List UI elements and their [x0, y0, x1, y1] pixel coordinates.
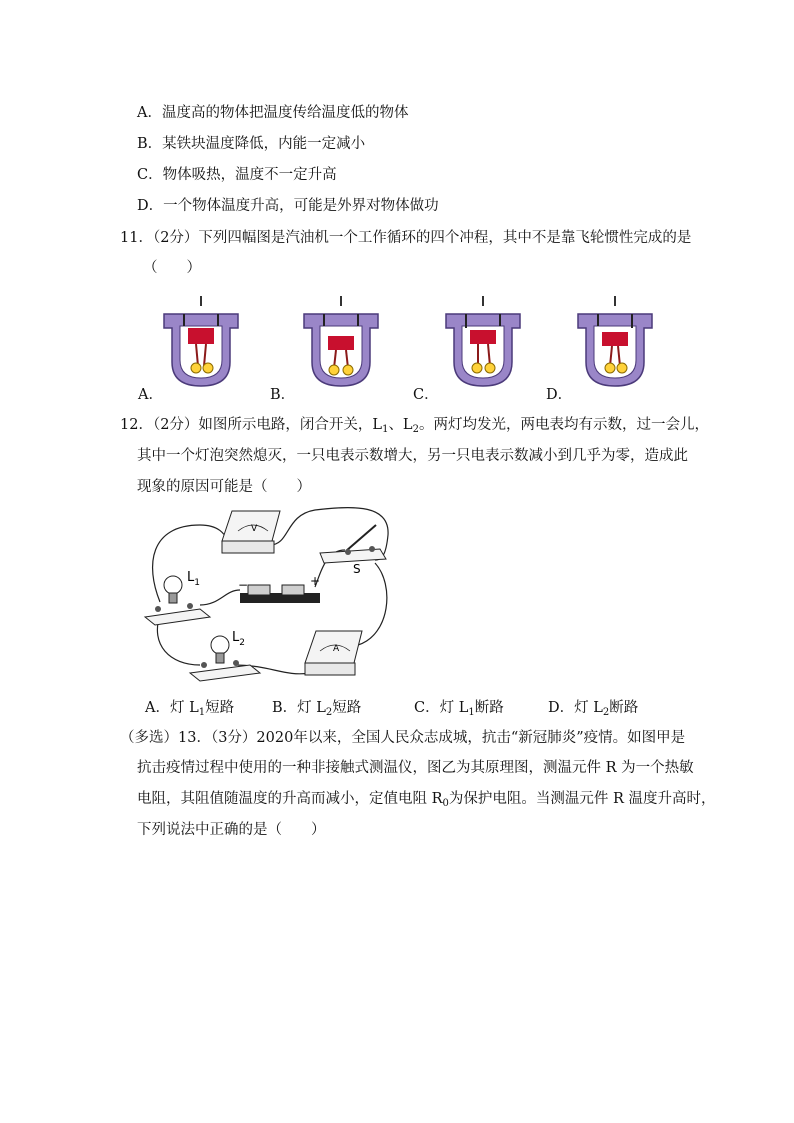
switch-label: S — [353, 562, 361, 576]
q10-option-d: D．一个物体温度升高，可能是外界对物体做功 — [137, 198, 439, 214]
lamp-l2-label: $L_2$ — [232, 630, 245, 648]
voltmeter — [222, 511, 280, 553]
q10-option-a: A．温度高的物体把温度传给温度低的物体 — [137, 105, 409, 121]
engine-diagram-d — [572, 292, 658, 390]
q10-option-c: C．物体吸热，温度不一定升高 — [137, 167, 337, 183]
lamp-l2 — [190, 636, 260, 681]
q11-label-a: A． — [138, 387, 163, 403]
q12-stem-line1: 12．（2分）如图所示电路，闭合开关，$L_1$、$L_2$。两灯均发光，两电表均有示数，过一会儿， — [120, 417, 709, 435]
circuit-diagram — [140, 505, 400, 687]
q13-stem-line2: 抗击疫情过程中使用的一种非接触式测温仪，图乙为其原理图，测温元件 R 为一个热敏 — [137, 760, 694, 776]
q13-stem-line1: （多选）13．（3分）2020年以来，全国人民众志成城，抗击“新冠肺炎”疫情。如图甲是 — [120, 730, 686, 746]
lamp-l1-label: $L_1$ — [187, 570, 200, 588]
engine-diagram-c — [440, 292, 526, 390]
battery-minus: − — [238, 578, 249, 592]
engine-diagram-a — [158, 292, 244, 390]
q10-option-b: B．某铁块温度降低，内能一定减小 — [137, 136, 366, 152]
q11-stem: 11．（2分）下列四幅图是汽油机一个工作循环的四个冲程，其中不是靠飞轮惯性完成的是 — [120, 230, 692, 246]
q12-answer-a: A．灯 $L_1$短路 — [145, 700, 235, 718]
engine-diagram-b — [298, 292, 384, 390]
q12-stem-line2: 其中一个灯泡突然熄灭，一只电表示数增大，另一只电表示数减小到几乎为零，造成此 — [137, 448, 688, 464]
ammeter-label: A — [333, 644, 340, 654]
q12-stem-line3: 现象的原因可能是（ ） — [137, 479, 311, 495]
q11-label-c: C． — [413, 387, 439, 403]
q12-answer-d: D．灯 $L_2$断路 — [548, 700, 639, 718]
voltmeter-label: V — [251, 524, 258, 534]
q11-bracket: （ ） — [143, 260, 201, 276]
battery-plus: + — [310, 574, 321, 588]
q13-stem-line4: 下列说法中正确的是（ ） — [137, 822, 326, 838]
lamp-l1 — [145, 576, 210, 625]
q11-label-b: B． — [270, 387, 296, 403]
q11-label-d: D． — [546, 387, 573, 403]
q12-answer-c: C．灯 $L_1$断路 — [414, 700, 504, 718]
switch — [320, 525, 386, 563]
q13-stem-line3: 电阻，其阻值随温度的升高而减小，定值电阻 $R_0$为保护电阻。当测温元件 R 温度升高时， — [137, 791, 716, 809]
q12-answer-b: B．灯 $L_2$短路 — [272, 700, 362, 718]
ammeter — [305, 631, 362, 675]
battery — [240, 585, 320, 603]
